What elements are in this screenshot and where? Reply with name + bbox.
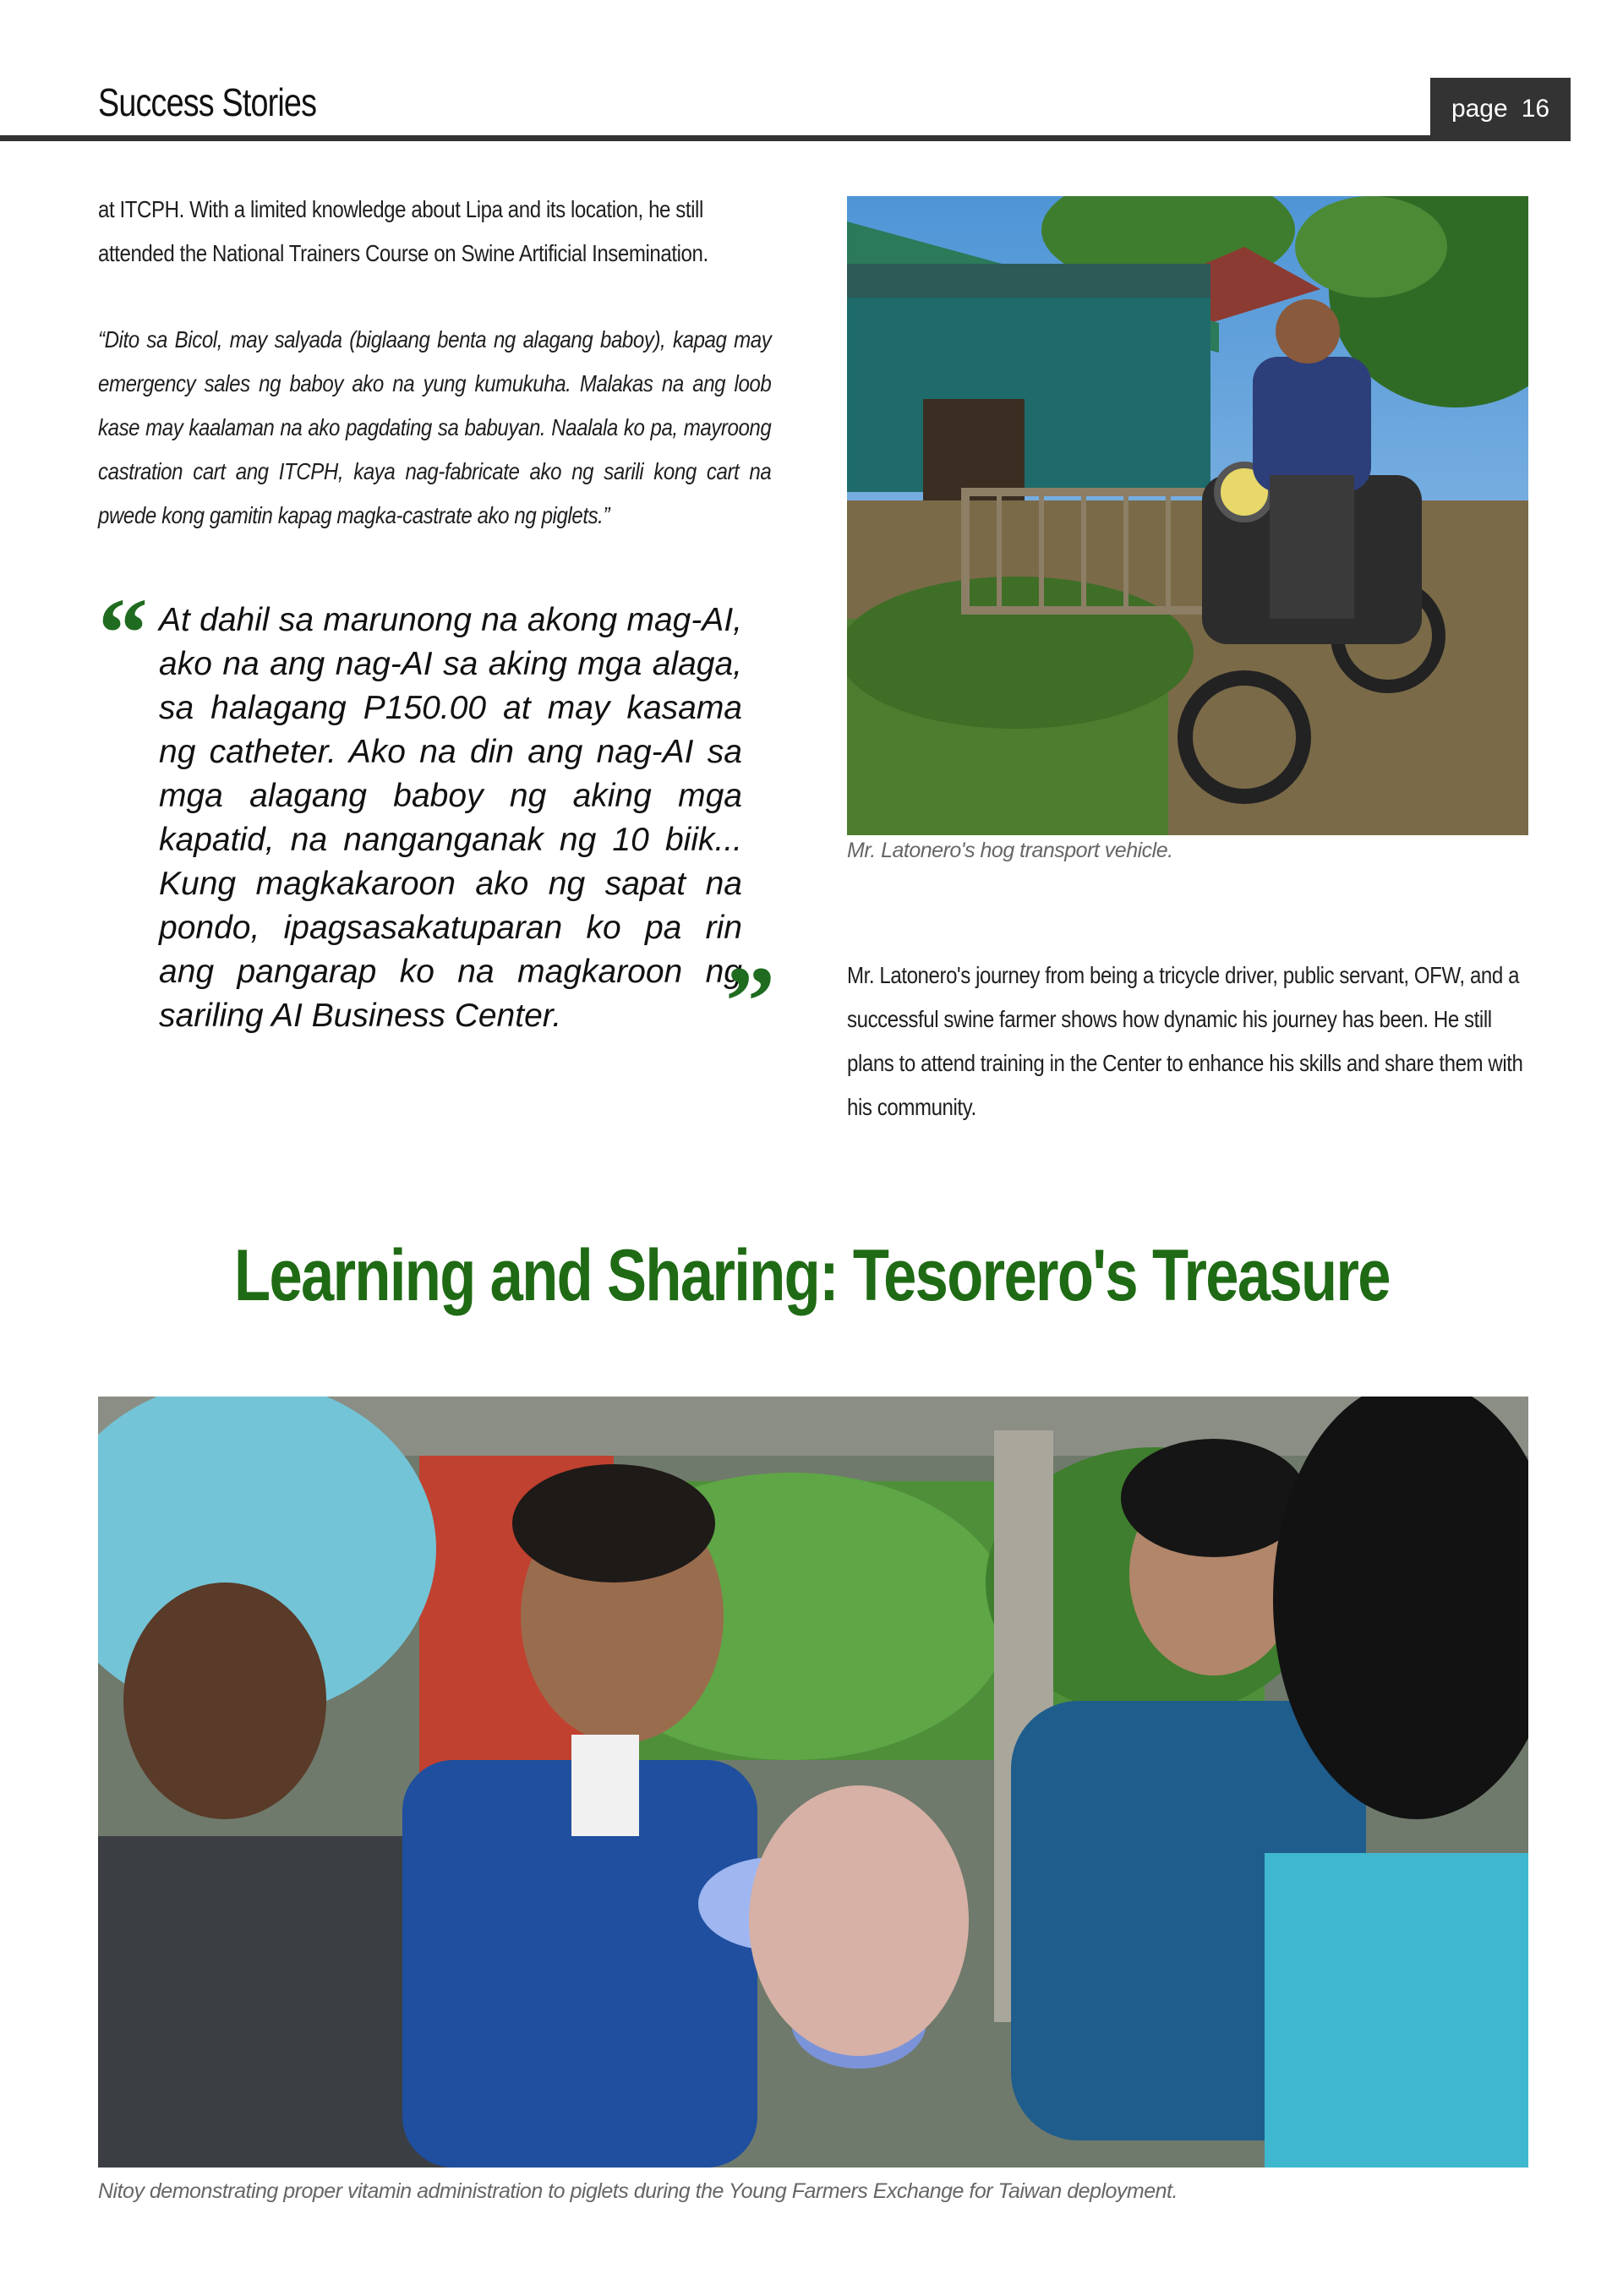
quote-paragraph: “Dito sa Bicol, may salyada (biglaang benta ng alagang baboy), kapag may emergency sales ng baboy ako na yung kumukuha. Malakas na ang loob kase may kaalaman na ako pagdating sa babuyan. Naalala ko pa, mayroong castration cart ang ITCPH, kaya nag-fabricate ako ng sarili kong cart na pwede kong gamitin kapag magka-castrate ako ng piglets.”	[98, 326, 772, 528]
page-label: page	[1451, 95, 1508, 123]
vitamin-demo-photo	[98, 1397, 1528, 2168]
header-rule	[0, 135, 1571, 141]
vitamin-demo-caption: Nitoy demonstrating proper vitamin administration to piglets during the Young Farmers Exchange for Taiwan deployment.	[98, 2179, 1178, 2203]
intro-paragraph: at ITCPH. With a limited knowledge about Lipa and its location, he still attended the National Trainers Course on Swine Artificial Insemination.	[98, 196, 708, 266]
pull-quote: At dahil sa marunong na akong mag-AI, ako na ang nag-AI sa aking mga alaga, sa halagang P150.00 at may kasama ng catheter. Ako na din ang nag-AI sa mga alagang baboy ng aking mga kapatid, na nanganganak ng 10 biik... Kung magkakaroon ako ng sapat na pondo, ipagsasakatuparan ko pa rin ang pangarap ko na magkaroon ng sariling AI Business Center.	[159, 602, 742, 1034]
page-number-box	[1430, 78, 1571, 140]
open-quote-icon: “	[98, 577, 148, 688]
page-number: 16	[1521, 95, 1550, 123]
close-quote-icon: ”	[725, 946, 775, 1057]
right-paragraph: Mr. Latonero's journey from being a tricycle driver, public servant, OFW, and a successful swine farmer shows how dynamic his journey has been. He still plans to attend training in the Center to enhance his skills and share them with his community.	[847, 962, 1523, 1120]
hog-transport-photo	[847, 196, 1528, 835]
hog-transport-caption: Mr. Latonero's hog transport vehicle.	[847, 839, 1173, 862]
section-heading	[0, 1234, 1623, 1318]
section-heading-text: Learning and Sharing: Tesorero's Treasure	[233, 1235, 1390, 1316]
section-title: Success Stories	[98, 80, 317, 124]
